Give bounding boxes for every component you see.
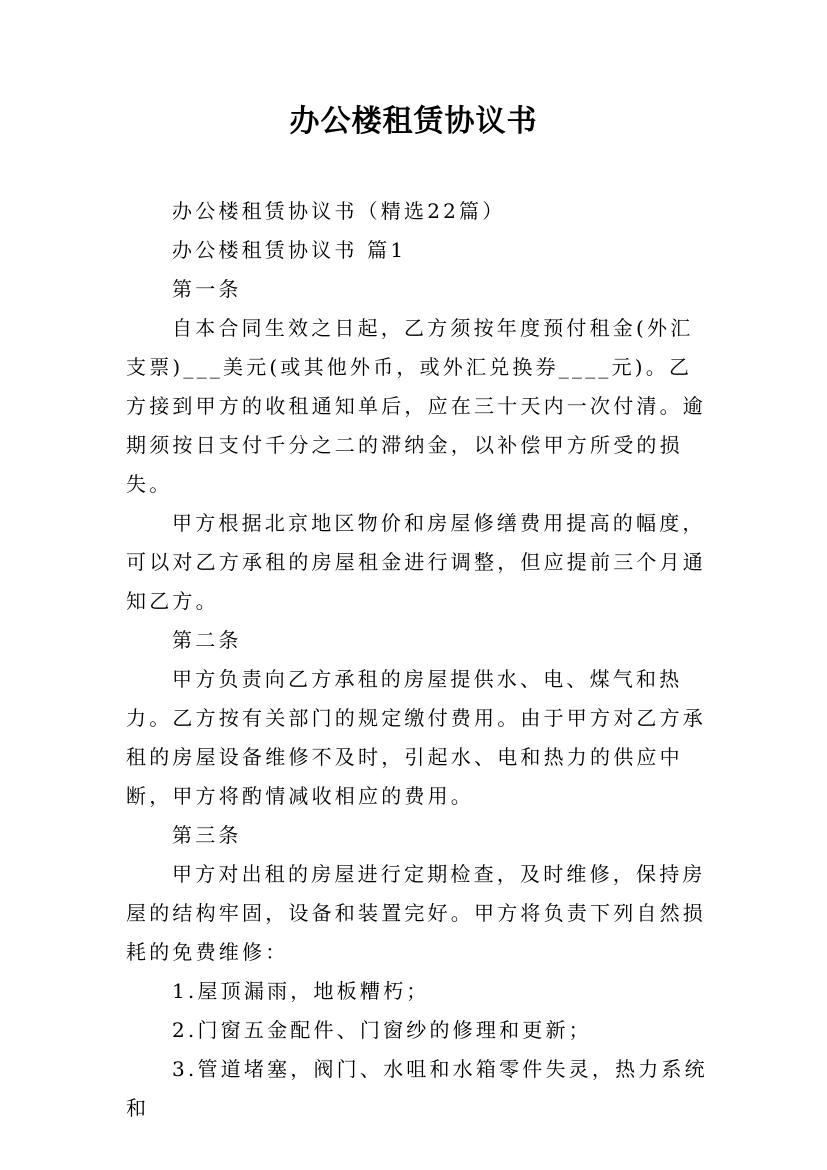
document-subtitle: 办公楼租赁协议书（精选22篇） — [172, 199, 506, 223]
document-title: 办公楼租赁协议书 — [289, 104, 538, 139]
article-3-heading: 第三条 — [172, 823, 242, 847]
article-3-paragraph-1: 甲方对出租的房屋进行定期检查，及时维修，保持房屋的结构牢固，设备和装置完好。甲方将负责下列自然损耗的免费维修： — [126, 862, 706, 964]
article-1-heading: 第一条 — [172, 277, 242, 301]
document-body — [126, 192, 708, 1128]
list-item: 2.门窗五金配件、门窗纱的修理和更新； — [172, 1018, 592, 1042]
article-1-paragraph-2: 甲方根据北京地区物价和房屋修缮费用提高的幅度，可以对乙方承租的房屋租金进行调整，但应提前三个月通知乙方。 — [126, 511, 706, 613]
list-item: 3.管道堵塞，阀门、水咀和水箱零件失灵，热力系统和 — [126, 1057, 708, 1120]
list-item: 1.屋顶漏雨，地板糟朽； — [172, 979, 430, 1003]
article-2-paragraph-1: 甲方负责向乙方承租的房屋提供水、电、煤气和热力。乙方按有关部门的规定缴付费用。由于甲方对乙方承租的房屋设备维修不及时，引起水、电和热力的供应中断，甲方将酌情减收相应的费用。 — [126, 667, 706, 808]
section-header: 办公楼租赁协议书 篇1 — [172, 238, 407, 262]
article-2-heading: 第二条 — [172, 628, 242, 652]
article-1-paragraph-1: 自本合同生效之日起，乙方须按年度预付租金(外汇支票)___美元(或其他外币，或外汇兑换券____元)。乙方接到甲方的收租通知单后，应在三十天内一次付清。逾期须按日支付千分之二的滞纳金，以补偿甲方所受的损失。 — [126, 316, 706, 496]
